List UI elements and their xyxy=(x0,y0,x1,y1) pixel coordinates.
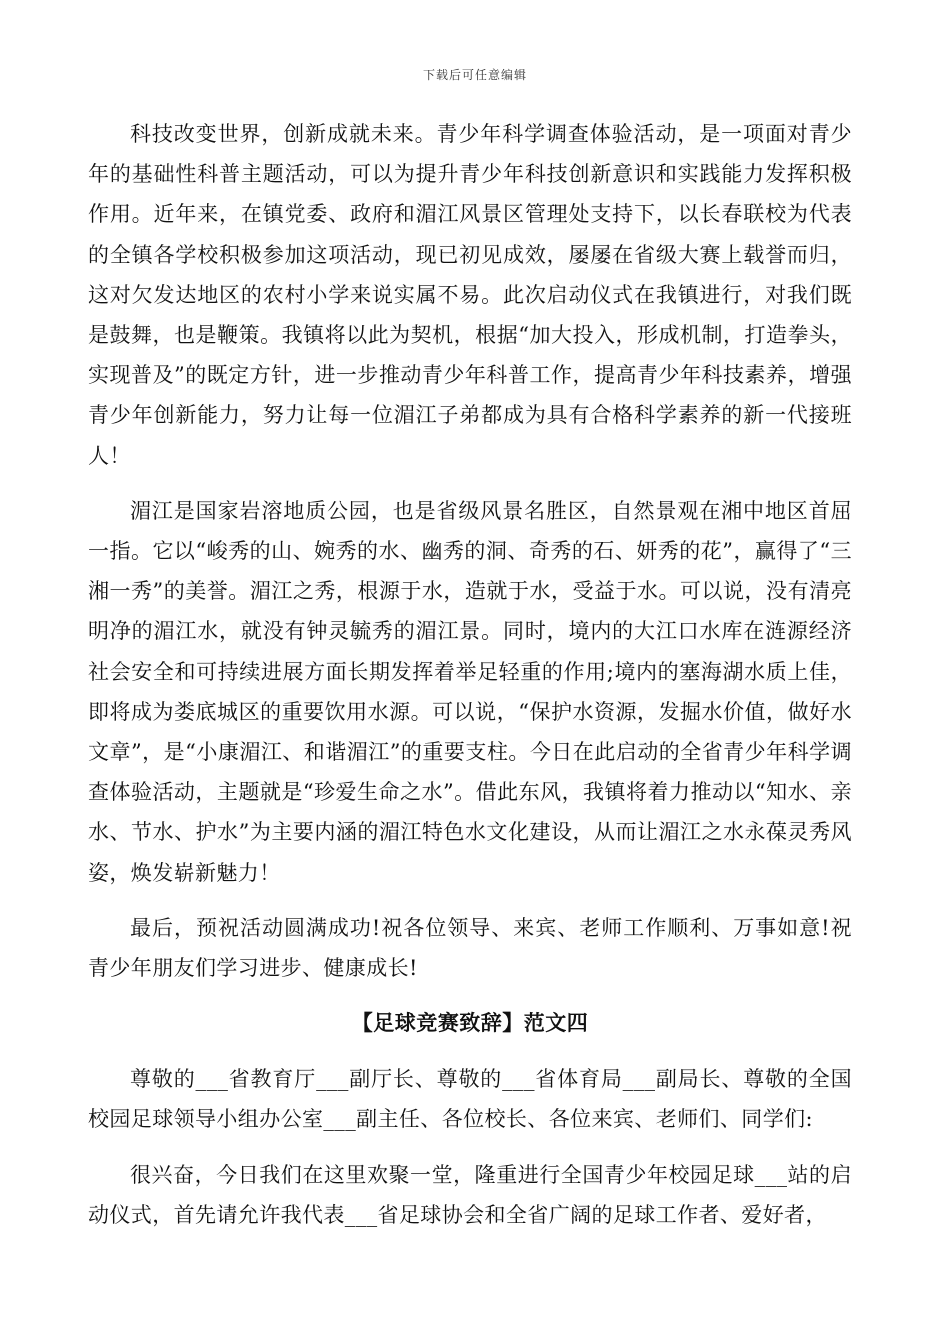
paragraph: 科技改变世界，创新成就未来。青少年科学调查体验活动，是一项面对青少年的基础性科普主题活动，可以为提升青少年科技创新意识和实践能力发挥积极作用。近年来，在镇党委、政府和湄江风景区管理处支持下，以长春联校为代表的全镇各学校积极参加这项活动，现已初见成效，屡屡在省级大赛上载誉而归，这对欠发达地区的农村小学来说实属不易。此次启动仪式在我镇进行，对我们既是鼓舞，也是鞭策。我镇将以此为契机，根据“加大投入，形成机制，打造拳头，实现普及”的既定方针，进一步推动青少年科普工作，提高青少年科技素养，增强青少年创新能力，努力让每一位湄江子弟都成为具有合格科学素养的新一代接班人！ xyxy=(88,122,852,468)
header-note: 下载后可任意编辑 xyxy=(422,68,527,82)
section-title: 【足球竞赛致辞】范文四 xyxy=(351,1010,589,1036)
paragraph: 很兴奋，今日我们在这里欢聚一堂，隆重进行全国青少年校园足球___站的启动仪式，首先请允许我代表___省足球协会和全省广阔的足球工作者、爱好者， xyxy=(88,1162,852,1227)
paragraph: 尊敬的___省教育厅___副厅长、尊敬的___省体育局___副局长、尊敬的全国校园足球领导小组办公室___副主任、各位校长、各位来宾、老师们、同学们: xyxy=(88,1067,852,1132)
paragraph: 湄江是国家岩溶地质公园，也是省级风景名胜区，自然景观在湘中地区首屈一指。它以“峻秀的山、婉秀的水、幽秀的洞、奇秀的石、妍秀的花”，赢得了“三湘一秀”的美誉。湄江之秀，根源于水，造就于水，受益于水。可以说，没有清亮明净的湄江水，就没有钟灵毓秀的湄江景。同时，境内的大江口水库在涟源经济社会安全和可持续进展方面长期发挥着举足轻重的作用;境内的塞海湖水质上佳，即将成为娄底城区的重要饮用水源。可以说，“保护水资源，发掘水价值，做好水文章”，是“小康湄江、和谐湄江”的重要支柱。今日在此启动的全省青少年科学调查体验活动，主题就是“珍爱生命之水”。借此东风，我镇将着力推动以“知水、亲水、节水、护水”为主要内涵的湄江特色水文化建设，从而让湄江之水永葆灵秀风姿，焕发崭新魅力！ xyxy=(88,498,852,885)
paragraph: 最后，预祝活动圆满成功!祝各位领导、来宾、老师工作顺利、万事如意!祝青少年朋友们学习进步、健康成长! xyxy=(88,915,852,981)
document-body xyxy=(88,114,852,1250)
